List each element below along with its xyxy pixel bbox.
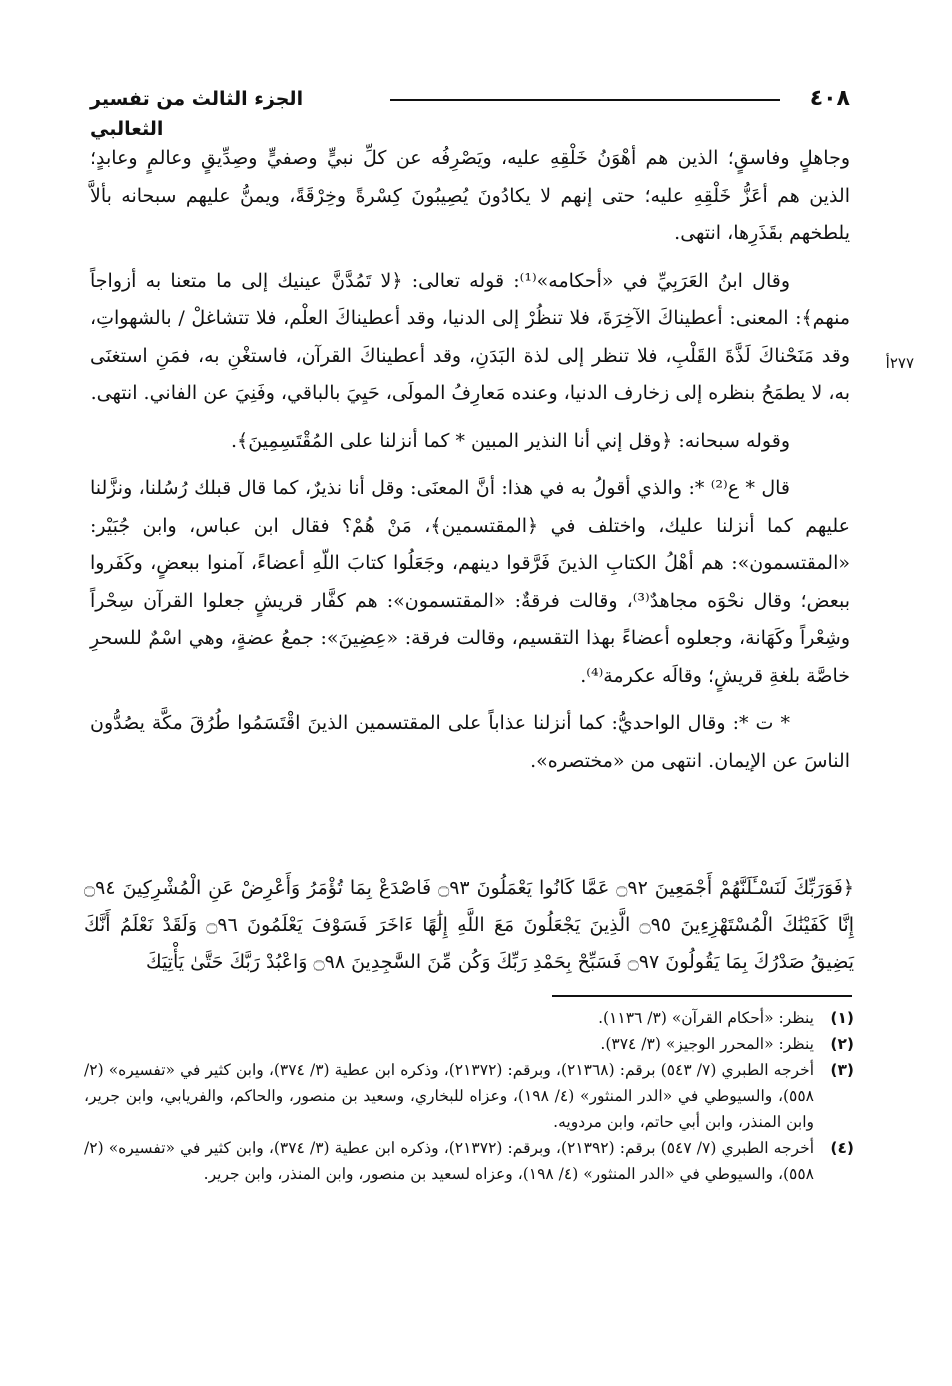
footnote-3 <box>84 1057 854 1135</box>
footnote-1 <box>84 1005 854 1031</box>
footnote-text: ينظر: «أحكام القرآن» (٣/ ١١٣٦). <box>598 1009 814 1027</box>
header-rule <box>390 99 780 101</box>
manuscript-folio-note: ٢٧٧أ <box>885 354 914 372</box>
footnote-text: أخرجه الطبري (٧/ ٥٤٧) برقم: (٢١٣٩٢)، وبرقم: (٢١٣٧٢)، وذكره ابن عطية (٣/ ٣٧٤)، وابن كثير في «تفسيره» (٢/ ٥٥٨)، والسيوطي في «الدر المنثور» (٤/ ١٩٨)، وعزاه لسعيد بن منصور، وابن المنذر، وابن جرير. <box>84 1139 814 1183</box>
footnote-number: (١) <box>830 1009 854 1027</box>
quran-verses: ﴿فَوَرَبِّكَ لَنَسْـَٔلَنَّهُمْ أَجْمَعِينَ ۝٩٢ عَمَّا كَانُوا يَعْمَلُونَ ۝٩٣ فَاصْدَعْ بِمَا تُؤْمَرُ وَأَعْرِضْ عَنِ الْمُشْرِكِينَ ۝٩٤ إِنَّا كَفَيْنَٰكَ الْمُسْتَهْزِءِينَ ۝٩٥ الَّذِينَ يَجْعَلُونَ مَعَ اللَّهِ إِلَٰهًا ءَاخَرَ فَسَوْفَ يَعْلَمُونَ ۝٩٦ وَلَقَدْ نَعْلَمُ أَنَّكَ يَضِيقُ صَدْرُكَ بِمَا يَقُولُونَ ۝٩٧ فَسَبِّحْ بِحَمْدِ رَبِّكَ وَكُن مِّنَ السَّٰجِدِينَ ۝٩٨ وَاعْبُدْ رَبَّكَ حَتَّىٰ يَأْتِيَكَ <box>84 877 854 973</box>
footnote-number: (٤) <box>830 1139 854 1157</box>
footnote-number: (٣) <box>830 1061 854 1079</box>
running-title: الجزء الثالث من تفسير الثعالبي <box>90 88 304 140</box>
footnote-rule <box>552 995 852 997</box>
paragraph-2: وقال ابنُ العَرَبِيِّ في «أحكامه»⁽¹⁾: قوله تعالى: ﴿لا تَمُدَّنَّ عينيك إلى ما متعنا به أزواجاً منهم﴾: المعنى: أعطيناكَ الآخِرَةَ، فلا تنظُرْ إلى الدنيا، وقد أعطيناكَ العلْم، فلا تتشاغلْ / بالشهواتِ، وقد مَنَحْناكَ لَذَّةَ القَلْبِ، فلا تنظر إلى لذة البَدَنِ، وقد أعطيناكَ القرآن، فاستغْنِ به، فمَنِ استغنَى به، لا يطمَحُ بنظره إلى زخارف الدنيا، وعنده مَعارِفُ المولَى، حَيِيَ بالباقي، وفَنِيَ عن الفاني. انتهى. <box>90 269 850 404</box>
paragraph-5: * ت *: وقال الواحديُّ: كما أنزلنا عذاباً على المقتسمين الذينَ اقْتَسَمُوا طُرُقَ مكَّة يصُدُّون الناسَ عن الإيمان. انتهى من «مختصره». <box>90 712 850 772</box>
footnote-text: ينظر: «المحرر الوجيز» (٣/ ٣٧٤). <box>600 1035 814 1053</box>
footnote-2 <box>84 1031 854 1057</box>
footnotes <box>84 1005 854 1187</box>
main-text <box>90 140 850 790</box>
paragraph-3: وقوله سبحانه: ﴿وقل إني أنا النذير المبين * كما أنزلنا على المُقْتَسِمِينَ﴾. <box>231 429 790 452</box>
footnote-text: أخرجه الطبري (٧/ ٥٤٣) برقم: (٢١٣٦٨)، وبرقم: (٢١٣٧٢)، وذكره ابن عطية (٣/ ٣٧٤)، وابن كثير في «تفسيره» (٢/ ٥٥٨)، والسيوطي في «الدر المنثور» (٤/ ١٩٨)، وعزاه للبخاري، وسعيد بن منصور، والحاكم، والفريابي، وابن جرير، وابن المنذر، وابن أبي حاتم، وابن مردويه. <box>84 1061 814 1131</box>
paragraph-4: قال * ع⁽²⁾ *: والذي أقولُ به في هذا: أنَّ المعنَى: وقل أنا نذيرٌ، كما قال قبلك رُسُلنا، ونزَّلنا عليهم كما أنزلنا عليك، واختلف في ﴿المقتسمين﴾، مَنْ هُمْ؟ فقال ابن عباس، وابن جُبَيْر: «المقتسمون»: هم أهْلُ الكتابِ الذينَ فَرَّقوا دينهم، وجَعَلُوا كتابَ اللّهِ أعضاءً، آمنوا ببعضٍ، وكَفَروا ببعض؛ وقال نحْوَه مجاهدٌ⁽³⁾، وقالت فرقةٌ: «المقتسمون»: هم كفَّار قريشٍ جعلوا القرآن سِحْراً وشِعْراً وكَهَانة، وجعلوه أعضاءً بهذا التقسيم، وقالت فرقة: «عِضِينَ»: جمعُ عضةٍ، وهي اسْمٌ للسحرِ خاصَّة بلغةِ قريشٍ؛ وقالَه عكرمة⁽⁴⁾. <box>90 477 850 687</box>
footnote-number: (٢) <box>830 1035 854 1053</box>
paragraph-1: وجاهلٍ وفاسقٍ؛ الذين هم أهْوَنُ خَلْقِهِ عليه، ويَصْرِفُه عن كلِّ نبيٍّ وصفيٍّ وصِدِّيقٍ وعالمٍ وعابدٍ؛ الذين هم أعَزُّ خَلْقِهِ عليه؛ حتى إنهم لا يكادُونَ يُصِيبُونَ كِسْرةً وخِرْقَةً، ويمنُّ عليهم سبحانه بألاَّ يلطخهم بقَذَرِها، انتهى. <box>90 147 850 244</box>
page-header <box>90 84 850 140</box>
page-number: ٤٠٨ <box>809 86 850 111</box>
footnote-4 <box>84 1135 854 1187</box>
